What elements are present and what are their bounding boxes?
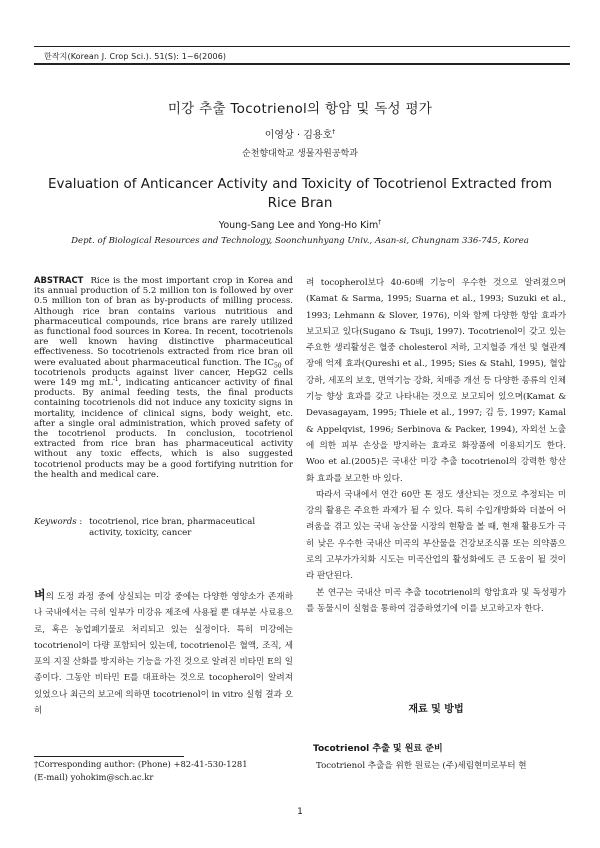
korean-authors (0, 126, 600, 141)
paragraph: 본 연구는 국내산 미곡 추출 tocotrienol의 항암효과 및 독성평가를 동물시이 실험을 통하여 검증하였기에 이를 보고하고자 한다. (306, 587, 566, 614)
page-number: 1 (297, 807, 303, 817)
abstract-label: ABSTRACT (34, 275, 84, 285)
corresponding-mark: † (332, 128, 336, 136)
abstract-text-1: Rice is the most important crop in Korea and its annual production of 5.2 million ton is followed by over 0.5 million ton of bran as by-products of milling process. Although rice bran contains various nutritious and pharmaceutical compounds, rice brans are rarely utilized as functional food sources in Korea. In recent, tocotrienols are well known having distinctive pharmaceutical effectiveness. So tocotrienols extracted from rice bran oil were evaluated about pharmaceutical function. The IC (34, 276, 294, 368)
footnote (34, 758, 296, 784)
subsection-heading: Tocotrienol 추출 및 원료 준비 (313, 744, 443, 754)
corresponding-mark: † (378, 218, 382, 226)
introduction-right (306, 275, 566, 617)
header-rule-top (34, 46, 570, 47)
dropcap: 벼 (34, 588, 46, 602)
unit-superscript: -1 (112, 376, 119, 384)
english-affiliation: Dept. of Biological Resources and Technology, Soonchunhyang Univ., Asan-si, Chungnam 336-745, Korea (71, 236, 529, 246)
footnote-line-2: (E-mail) yohokim@sch.ac.kr (34, 772, 154, 782)
keywords-value: tocotrienol, rice bran, pharmaceutical activity, toxicity, cancer (89, 517, 256, 538)
korean-author-names: 이영상 · 김용호 (264, 130, 333, 141)
keywords-label: Keywords (34, 517, 77, 527)
paragraph: 따라서 국내에서 연간 60만 톤 정도 생산되는 것으로 추정되는 미강의 활용은 주요한 과제가 될 수 있다. 특히 수입개방화와 더불어 어려움을 겪고 있는 국내 농산물 시장의 현황을 볼 때, 현재 활용도가 극히 낮은 우수한 국내산 미곡의 부산물을 건강보조식품 또는 의약품으로의 고부가가치화 시도는 미곡산업의 활성화에도 큰 도움이 될 것이라 판단된다. (306, 489, 566, 582)
footnote-line-1: †Corresponding author: (Phone) +82-41-530-1281 (34, 759, 248, 769)
introduction-left (34, 587, 293, 719)
journal-reference: 한작지(Korean J. Crop Sci.). 51(S): 1~6(2006) (44, 52, 227, 61)
korean-affiliation: 순천향대학교 생물자원공학과 (242, 149, 358, 159)
abstract (34, 275, 293, 480)
english-title: Evaluation of Anticancer Activity and Toxicity of Tocotrienol Extracted from Rice Bran (47, 176, 553, 211)
ic50-subscript: 50 (273, 362, 282, 370)
introduction-text: 의 도정 과정 중에 상실되는 미강 중에는 다양한 영양소가 존재하나 국내에서는 극히 일부가 미강유 제조에 사용될 뿐 대부분 사료용으로, 혹은 농업폐기물로 처리되고 있는 실정이다. 특히 미강에는 tocotrienol이 다량 포함되어 있는데, tocotrienol은 혈액, 조직, 세포의 지질 산화를 방지하는 기능을 가진 것으로 알려진 비타민 E의 일종이다. 그동안 비타민 E를 대표하는 것으로 tocopherol이 알려져 있었으나 최근의 보고에 의하면 tocotrienol이 in vitro 실험 결과 오히 (34, 592, 293, 717)
abstract-text-2: of tocotrienols products against liver cancer, HepG2 cells were 149 mg mL (34, 357, 293, 389)
english-author-names: Young-Sang Lee and Yong-Ho Kim (218, 220, 379, 231)
korean-title: 미강 추출 Tocotrienol의 항암 및 독성 평가 (167, 101, 433, 117)
section-heading: 재료 및 방법 (408, 704, 464, 715)
header-rule-bottom (34, 63, 570, 65)
methods-text: Tocotrienol 추출을 위한 원료는 (주)세림현미로부터 현 (316, 761, 527, 771)
keywords-separator: : (79, 517, 83, 527)
footnote-rule (34, 756, 184, 757)
keywords (34, 517, 293, 539)
english-authors (0, 220, 600, 231)
paragraph: 려 tocopherol보다 40-60배 기능이 우수한 것으로 알려졌으며(Kamat & Sarma, 1995; Suarna et al., 1993; Suzuki et al., 1993; Lehmann & Slover, 1976), 이와 함께 다양한 항암 효과가 보고되고 있다(Sugano & Tsuji, 1997). Tocotrienol이 갖고 있는 주요한 생리활성은 혈중 cholesterol 저하, 고지혈증 개선 및 혈관계 장애 억제 효과(Qureshi et al., 1995; Sies & Stahl, 1995), 혈압 강하, 세포의 보호, 면역기능 강화, 치매증 개선 등 다양한 종류의 인체 기능 향상 효과를 갖고 나타내는 것으로 보고되어 있으며(Kamat & Devasagayam, 1995; Thiele et al., 1997; 김 등, 1997; Kamal & Appelqvist, 1996; Serbinova & Packer, 1994), 자외선 노출에 의한 피부 손상을 방지하는 효과로 화장품에 이용되기도 한다. Woo et al.(2005)은 국내산 미강 추출 tocotrienol의 강력한 항산화 효과를 보고한 바 있다. (306, 278, 566, 484)
abstract-text-3: , indicating anticancer activity of final products. By animal feeding tests, the final products containing tocotrienols did not induce any toxicity signs in mortality, incidence of clinical signs, body weight, etc. after a single oral administration, which proved safety of the tocotrienol products. In conclusion, tocotrienol extracted from rice bran has pharmaceutical activity without any toxic effects, which is also suggested tocotrienol products may be a good fortifying nutrition for the health and medical care. (34, 378, 293, 480)
